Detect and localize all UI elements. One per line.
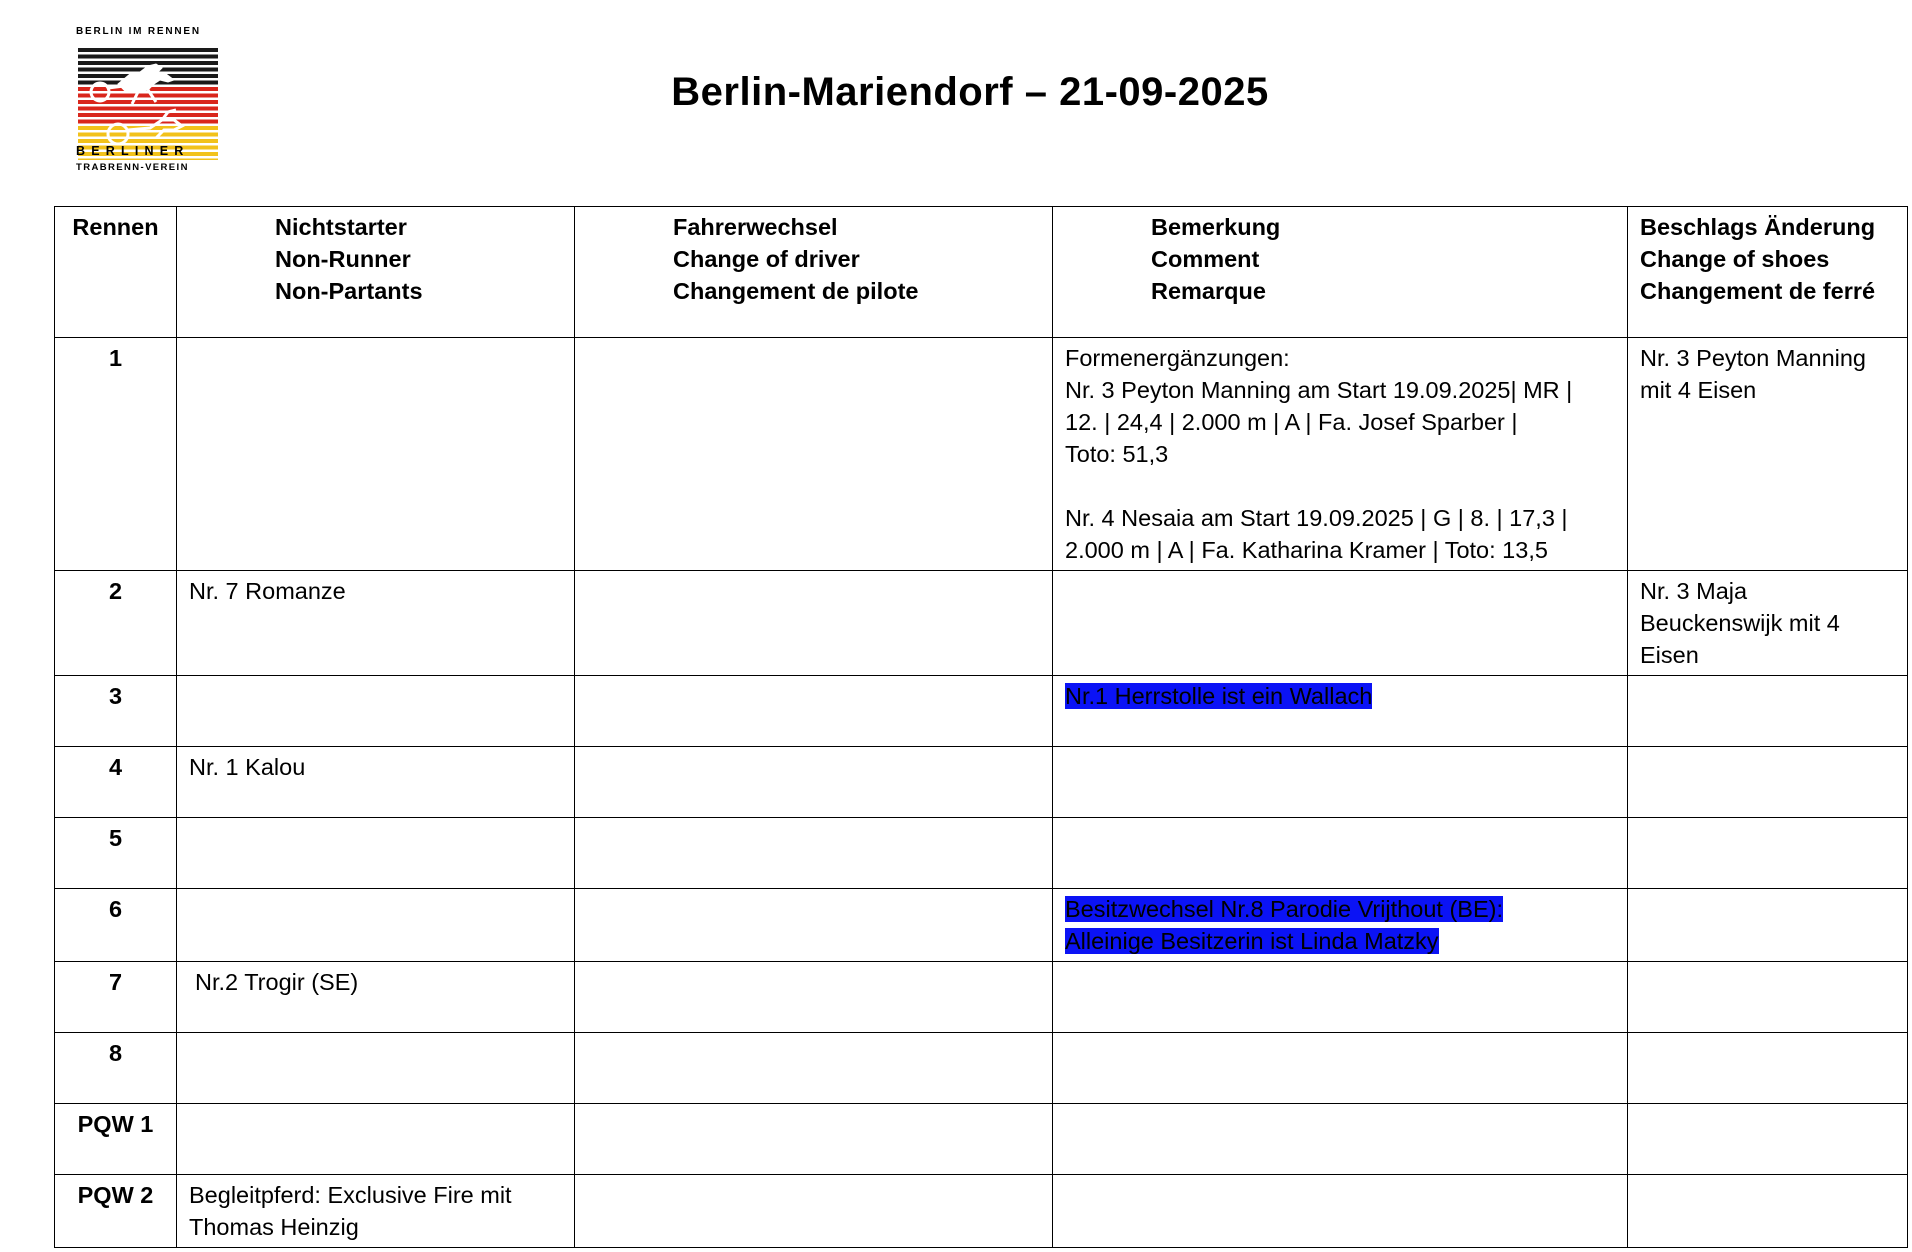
race-number: 5 <box>55 818 177 889</box>
logo-stripe <box>78 107 218 111</box>
race-number: 8 <box>55 1033 177 1104</box>
header-rennen <box>55 207 177 338</box>
fahrerwechsel-cell <box>575 889 1053 962</box>
beschlag-cell <box>1628 1104 1908 1175</box>
fahrerwechsel-cell <box>575 747 1053 818</box>
fahrerwechsel-cell <box>575 818 1053 889</box>
header-fahrerwechsel-en: Change of driver <box>673 246 860 272</box>
nichtstarter-line: Begleitpferd: Exclusive Fire mit <box>189 1182 512 1208</box>
header-bemerkung <box>1053 207 1628 338</box>
beschlag-cell <box>1628 676 1908 747</box>
header-beschlag-fr: Changement de ferré <box>1640 278 1876 304</box>
header-nichtstarter-de: Nichtstarter <box>275 214 407 240</box>
nichtstarter-cell <box>177 1175 575 1248</box>
table-row <box>55 571 1908 676</box>
race-number: 4 <box>55 747 177 818</box>
header-beschlag-en: Change of shoes <box>1640 246 1830 272</box>
bemerkung-cell <box>1053 889 1628 962</box>
logo-stripe <box>78 94 218 98</box>
fahrerwechsel-cell <box>575 1175 1053 1248</box>
race-number: 3 <box>55 676 177 747</box>
nichtstarter-cell <box>177 676 575 747</box>
bemerkung-cell <box>1053 676 1628 747</box>
table-row <box>55 818 1908 889</box>
logo-stripe <box>78 139 218 143</box>
race-number: PQW 2 <box>55 1175 177 1248</box>
fahrerwechsel-cell <box>575 962 1053 1033</box>
race-number: 1 <box>55 338 177 571</box>
bemerkung-line: Nr. 4 Nesaia am Start 19.09.2025 | G | 8. | 17,3 | <box>1065 505 1568 531</box>
beschlag-line: Beuckenswijk mit 4 <box>1640 610 1840 636</box>
race-number: 6 <box>55 889 177 962</box>
header-beschlag <box>1628 207 1908 338</box>
bemerkung-blank-line <box>1065 470 1615 502</box>
highlighted-comment: Nr.1 Herrstolle ist ein Wallach <box>1065 683 1373 709</box>
header-bemerkung-en: Comment <box>1151 246 1260 272</box>
beschlag-cell <box>1628 1033 1908 1104</box>
highlighted-comment: Alleinige Besitzerin ist Linda Matzky <box>1065 928 1439 954</box>
table-row <box>55 962 1908 1033</box>
nichtstarter-cell <box>177 338 575 571</box>
bemerkung-cell <box>1053 818 1628 889</box>
race-changes-table <box>54 206 1908 1248</box>
header-fahrerwechsel-de: Fahrerwechsel <box>673 214 838 240</box>
table-row <box>55 338 1908 571</box>
header-fahrerwechsel <box>575 207 1053 338</box>
logo-stripe <box>78 159 218 161</box>
bemerkung-cell <box>1053 747 1628 818</box>
bemerkung-line: 2.000 m | A | Fa. Katharina Kramer | Toto: 13,5 <box>1065 537 1548 563</box>
header-fahrerwechsel-fr: Changement de pilote <box>673 278 919 304</box>
bemerkung-line: 12. | 24,4 | 2.000 m | A | Fa. Josef Sparber | <box>1065 409 1518 435</box>
bemerkung-cell <box>1053 571 1628 676</box>
nichtstarter-line: Thomas Heinzig <box>189 1214 359 1240</box>
beschlag-line: Nr. 3 Peyton Manning <box>1640 345 1866 371</box>
beschlag-cell <box>1628 571 1908 676</box>
beschlag-cell <box>1628 889 1908 962</box>
logo-stripe <box>78 48 218 52</box>
table-row <box>55 747 1908 818</box>
header-nichtstarter <box>177 207 575 338</box>
bemerkung-line: Toto: 51,3 <box>1065 441 1169 467</box>
table-row <box>55 1104 1908 1175</box>
race-number: PQW 1 <box>55 1104 177 1175</box>
header-bemerkung-de: Bemerkung <box>1151 214 1281 240</box>
beschlag-line: Eisen <box>1640 642 1699 668</box>
table-row <box>55 1175 1908 1248</box>
fahrerwechsel-cell <box>575 338 1053 571</box>
logo-stripe <box>78 133 218 137</box>
header-rennen-label: Rennen <box>72 214 159 240</box>
logo-bottom-text-1: BERLINER <box>76 144 190 158</box>
beschlag-cell <box>1628 747 1908 818</box>
nichtstarter-cell <box>177 1033 575 1104</box>
bemerkung-line: Nr. 3 Peyton Manning am Start 19.09.2025| MR | <box>1065 377 1573 403</box>
table-row <box>55 889 1908 962</box>
bemerkung-cell <box>1053 1033 1628 1104</box>
nichtstarter-cell: Nr. 1 Kalou <box>177 747 575 818</box>
bemerkung-line: Formenergänzungen: <box>1065 345 1290 371</box>
fahrerwechsel-cell <box>575 1104 1053 1175</box>
nichtstarter-cell <box>177 818 575 889</box>
page-title: Berlin-Mariendorf – 21-09-2025 <box>671 70 1269 114</box>
bemerkung-cell <box>1053 338 1628 571</box>
logo-stripe <box>78 61 218 65</box>
race-number: 2 <box>55 571 177 676</box>
table-header-row <box>55 207 1908 338</box>
header-bemerkung-fr: Remarque <box>1151 278 1266 304</box>
logo-flag-horse-icon <box>78 44 218 160</box>
beschlag-cell <box>1628 962 1908 1033</box>
logo-bottom-text-2: TRABRENN-VEREIN <box>76 162 189 173</box>
beschlag-cell <box>1628 818 1908 889</box>
fahrerwechsel-cell <box>575 1033 1053 1104</box>
table-row <box>55 676 1908 747</box>
beschlag-cell <box>1628 1175 1908 1248</box>
nichtstarter-cell: Nr. 7 Romanze <box>177 571 575 676</box>
header-nichtstarter-fr: Non-Partants <box>275 278 423 304</box>
fahrerwechsel-cell <box>575 676 1053 747</box>
nichtstarter-cell <box>177 889 575 962</box>
bemerkung-cell <box>1053 962 1628 1033</box>
club-logo <box>76 26 224 174</box>
bemerkung-cell <box>1053 1104 1628 1175</box>
header-beschlag-de: Beschlags Änderung <box>1640 214 1876 240</box>
highlighted-comment: Besitzwechsel Nr.8 Parodie Vrijthout (BE): <box>1065 896 1503 922</box>
bemerkung-cell <box>1053 1175 1628 1248</box>
race-number: 7 <box>55 962 177 1033</box>
fahrerwechsel-cell <box>575 571 1053 676</box>
logo-stripe <box>78 55 218 59</box>
logo-stripe <box>78 113 218 117</box>
nichtstarter-cell: Nr.2 Trogir (SE) <box>177 962 575 1033</box>
beschlag-line: mit 4 Eisen <box>1640 377 1757 403</box>
beschlag-cell <box>1628 338 1908 571</box>
beschlag-line: Nr. 3 Maja <box>1640 578 1748 604</box>
header-nichtstarter-en: Non-Runner <box>275 246 411 272</box>
table-row <box>55 1033 1908 1104</box>
logo-top-text: BERLIN IM RENNEN <box>76 26 201 37</box>
logo-stripe <box>78 120 218 124</box>
nichtstarter-cell <box>177 1104 575 1175</box>
